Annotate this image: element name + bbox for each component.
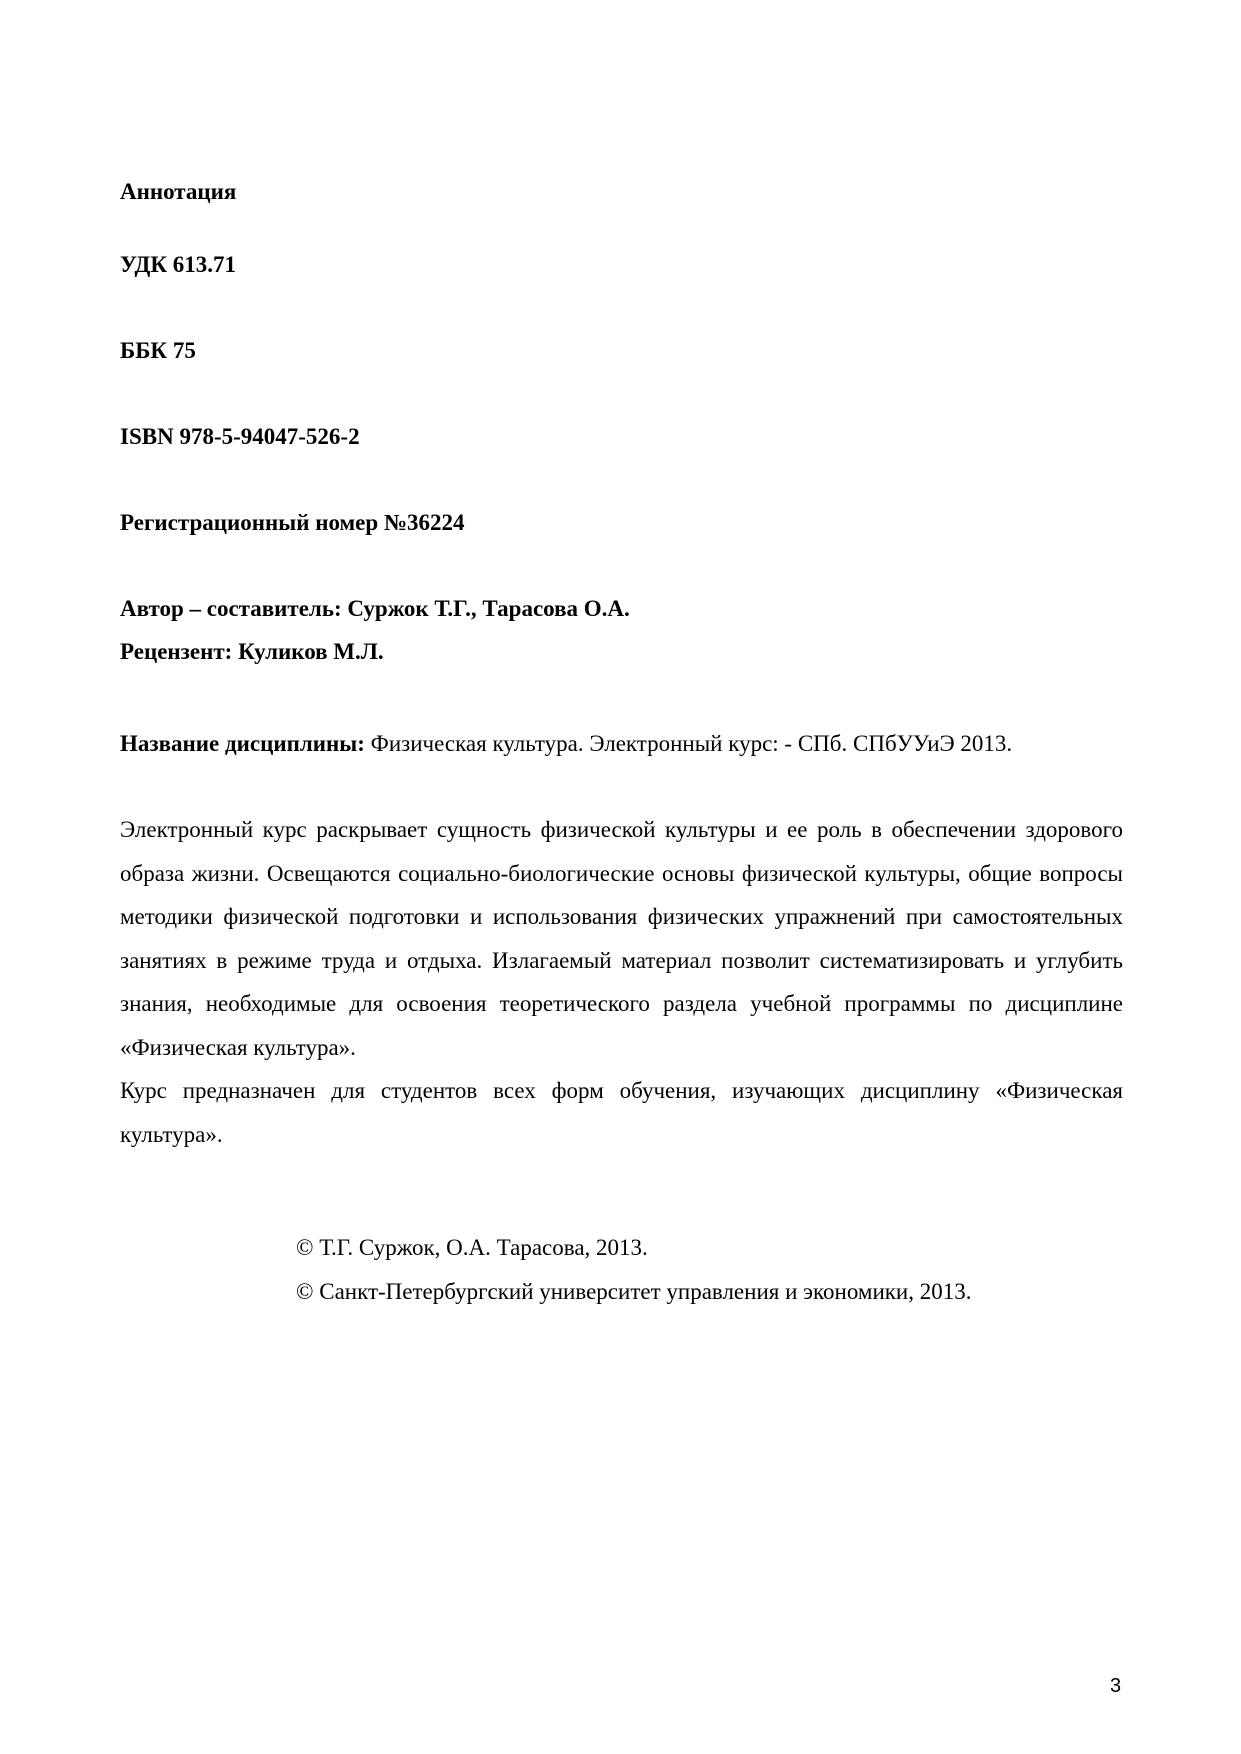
registration-number: Регистрационный номер №36224 <box>120 510 465 535</box>
copyright-university: © Санкт-Петербургский университет управления и экономики, 2013. <box>296 1279 972 1304</box>
discipline-value: Физическая культура. Электронный курс: - СПб. СПбУУиЭ 2013. <box>364 731 1013 756</box>
reviewer-line: Рецензент: Куликов М.Л. <box>120 639 384 664</box>
annotation-heading: Аннотация <box>120 179 237 204</box>
author-line: Автор – составитель: Суржок Т.Г., Тарасова О.А. <box>120 596 630 621</box>
discipline-line <box>120 730 1012 758</box>
discipline-label: Название дисциплины: <box>120 731 365 756</box>
copyright-authors: © Т.Г. Суржок, О.А. Тарасова, 2013. <box>296 1235 648 1260</box>
page-number: 3 <box>1110 1675 1122 1697</box>
bbk-code: ББК 75 <box>120 338 196 363</box>
udk-code: УДК 613.71 <box>120 252 237 277</box>
description-paragraph: Курс предназначен для студентов всех форм обучения, изучающих дисциплину «Физическая культура». <box>120 1078 1123 1147</box>
description-paragraph: Электронный курс раскрывает сущность физической культуры и ее роль в обеспечении здорового образа жизни. Освещаются социально-биологические основы физической культуры, общие вопросы методики физической подготовки и использования физических упражнений при самостоятельных занятиях в режиме труда и отдыха. Излагаемый материал позволит систематизировать и углубить знания, необходимые для освоения теоретического раздела учебной программы по дисциплине «Физическая культура». <box>120 817 1123 1060</box>
isbn: ISBN 978-5-94047-526-2 <box>120 424 360 449</box>
course-description <box>120 808 1123 1156</box>
